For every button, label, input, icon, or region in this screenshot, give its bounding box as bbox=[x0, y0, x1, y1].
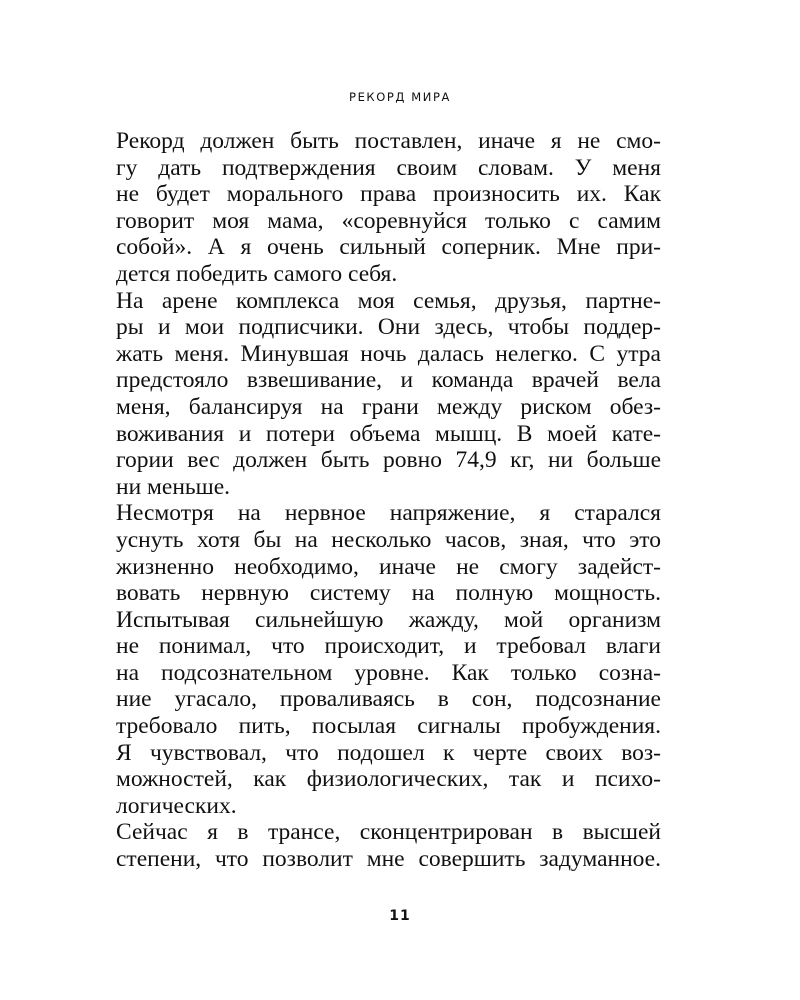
text-line: ние угасало, проваливаясь в сон, подсознание bbox=[116, 686, 661, 713]
text-line: меня, балансируя на грани между риском обез- bbox=[116, 393, 661, 420]
text-line: вовать нервную систему на полную мощность. bbox=[116, 580, 661, 607]
text-line: Несмотря на нервное напряжение, я старался bbox=[116, 500, 661, 527]
body-text bbox=[116, 128, 661, 873]
text-line: предстояло взвешивание, и команда врачей вела bbox=[116, 367, 661, 394]
text-line: степени, что позволит мне совершить задуманное. bbox=[116, 846, 661, 873]
text-line: дется победить самого себя. bbox=[116, 260, 398, 287]
text-line: на подсознательном уровне. Как только созна- bbox=[116, 659, 661, 686]
text-line: говорит моя мама, «соревнуйся только с самим bbox=[116, 207, 661, 234]
text-line: гу дать подтверждения своим словам. У меня bbox=[116, 154, 661, 181]
page-number: 11 bbox=[389, 908, 411, 924]
text-line: можностей, как физиологических, так и психо- bbox=[116, 766, 661, 793]
text-line: ни меньше. bbox=[116, 473, 231, 500]
running-header: РЕКОРД МИРА bbox=[349, 90, 451, 104]
paragraph-4 bbox=[116, 819, 661, 872]
text-line: уснуть хотя бы на несколько часов, зная, что это bbox=[116, 526, 661, 553]
text-line: требовало пить, посылая сигналы пробуждения. bbox=[116, 713, 661, 740]
paragraph-2 bbox=[116, 288, 661, 501]
text-line: жать меня. Минувшая ночь далась нелегко. С утра bbox=[116, 340, 661, 367]
text-line: логических. bbox=[116, 792, 237, 819]
paragraph-3 bbox=[116, 500, 661, 819]
text-line: На арене комплекса моя семья, друзья, партне- bbox=[116, 287, 661, 314]
paragraph-1 bbox=[116, 128, 661, 288]
text-line: не понимал, что происходит, и требовал влаги bbox=[116, 633, 661, 660]
text-line: Я чувствовал, что подошел к черте своих воз- bbox=[116, 739, 661, 766]
text-line: гории вес должен быть ровно 74,9 кг, ни больше bbox=[116, 447, 661, 474]
text-line: ры и мои подписчики. Они здесь, чтобы поддер- bbox=[116, 314, 661, 341]
text-line: Рекорд должен быть поставлен, иначе я не смо- bbox=[116, 128, 661, 154]
text-line: воживания и потери объема мышц. В моей кате- bbox=[116, 420, 661, 447]
text-line: Сейчас я в трансе, сконцентрирован в высшей bbox=[116, 819, 661, 846]
text-line: собой». А я очень сильный соперник. Мне при- bbox=[116, 234, 661, 261]
text-line: не будет морального права произносить их. Как bbox=[116, 181, 661, 208]
text-line: Испытывая сильнейшую жажду, мой организм bbox=[116, 606, 661, 633]
text-line: жизненно необходимо, иначе не смогу задейст- bbox=[116, 553, 661, 580]
